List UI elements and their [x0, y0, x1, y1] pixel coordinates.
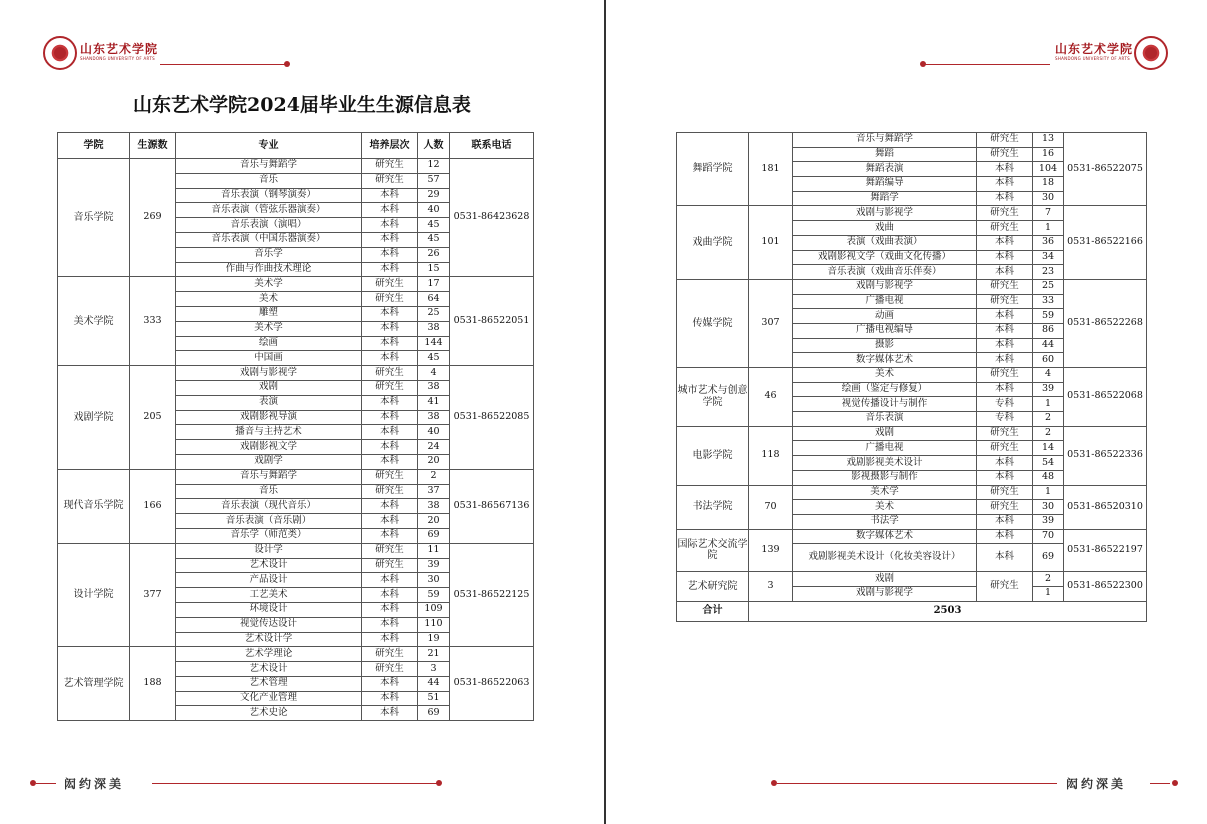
count-cell: 39: [418, 558, 450, 573]
major-cell: 戏剧影视导演: [176, 410, 362, 425]
level-cell: 本科: [362, 232, 418, 247]
level-cell: 本科: [362, 351, 418, 366]
footer-rule-short: [36, 783, 56, 784]
college-cell: 城市艺术与创意学院: [677, 368, 749, 427]
brand-name-en: SHANDONG UNIVERSITY OF ARTS: [1055, 56, 1130, 61]
level-cell: 本科: [362, 203, 418, 218]
phone-cell: 0531-86522336: [1064, 426, 1147, 485]
count-cell: 44: [418, 676, 450, 691]
phone-cell: 0531-86522125: [450, 543, 534, 647]
table-row: [677, 206, 1147, 221]
major-cell: 戏剧影视文学（戏曲文化传播）: [793, 250, 977, 265]
count-cell: 144: [418, 336, 450, 351]
count-cell: 59: [418, 588, 450, 603]
phone-cell: 0531-86522166: [1064, 206, 1147, 279]
level-cell: 研究生: [977, 206, 1033, 221]
university-seal-icon: [43, 36, 77, 70]
major-cell: 舞蹈学: [793, 191, 977, 206]
header-count: 人数: [418, 133, 450, 159]
count-cell: 21: [418, 647, 450, 662]
footer-motto: 闳约深美: [64, 777, 125, 791]
count-cell: 26: [418, 247, 450, 262]
major-cell: 广播电视: [793, 294, 977, 309]
level-cell: 本科: [977, 235, 1033, 250]
count-cell: 14: [1033, 441, 1064, 456]
count-cell: 15: [418, 262, 450, 277]
major-cell: 雕塑: [176, 306, 362, 321]
major-cell: 产品设计: [176, 573, 362, 588]
table-row: [677, 279, 1147, 294]
level-cell: 本科: [362, 425, 418, 440]
level-cell: 研究生: [362, 277, 418, 292]
count-cell: 70: [1033, 529, 1064, 544]
total-cell: 70: [749, 485, 793, 529]
major-cell: 美术: [176, 292, 362, 307]
major-cell: 设计学: [176, 543, 362, 558]
phone-cell: 0531-86522300: [1064, 572, 1147, 601]
count-cell: 40: [418, 203, 450, 218]
count-cell: 7: [1033, 206, 1064, 221]
major-cell: 音乐表演（现代音乐）: [176, 499, 362, 514]
count-cell: 2: [418, 469, 450, 484]
phone-cell: 0531-86423628: [450, 159, 534, 277]
count-cell: 45: [418, 232, 450, 247]
level-cell: 研究生: [362, 469, 418, 484]
count-cell: 60: [1033, 353, 1064, 368]
level-cell: 研究生: [362, 543, 418, 558]
count-cell: 38: [418, 321, 450, 336]
college-cell: 艺术管理学院: [58, 647, 130, 721]
footer-dot-end-icon: [436, 780, 442, 786]
table-row: [58, 159, 534, 174]
count-cell: 69: [418, 706, 450, 721]
level-cell: 本科: [362, 602, 418, 617]
total-value: 2503: [749, 601, 1147, 621]
count-cell: 20: [418, 514, 450, 529]
count-cell: 30: [1033, 191, 1064, 206]
college-cell: 国际艺术交流学院: [677, 529, 749, 572]
level-cell: 本科: [977, 382, 1033, 397]
level-cell: 本科: [362, 632, 418, 647]
major-cell: 戏剧学: [176, 454, 362, 469]
graduate-table-left: [57, 132, 534, 721]
level-cell: 研究生: [362, 366, 418, 381]
header-phone: 联系电话: [450, 133, 534, 159]
count-cell: 51: [418, 691, 450, 706]
major-cell: 艺术设计: [176, 558, 362, 573]
college-cell: 电影学院: [677, 426, 749, 485]
level-cell: 本科: [362, 321, 418, 336]
count-cell: 69: [418, 528, 450, 543]
major-cell: 舞蹈编导: [793, 177, 977, 192]
total-cell: 377: [130, 543, 176, 647]
major-cell: 戏剧与影视学: [793, 586, 977, 601]
table-header-row: [58, 133, 534, 159]
level-cell: 本科: [362, 306, 418, 321]
header-rule: [924, 64, 1050, 65]
total-row: [677, 601, 1147, 621]
table-row: [677, 572, 1147, 587]
major-cell: 音乐学（师范类）: [176, 528, 362, 543]
college-cell: 美术学院: [58, 277, 130, 366]
count-cell: 54: [1033, 456, 1064, 471]
graduate-table-right: [676, 132, 1147, 622]
count-cell: 110: [418, 617, 450, 632]
major-cell: 戏剧: [176, 380, 362, 395]
major-cell: 音乐表演（中国乐器演奏）: [176, 232, 362, 247]
count-cell: 86: [1033, 323, 1064, 338]
major-cell: 音乐: [176, 484, 362, 499]
total-cell: 139: [749, 529, 793, 572]
brand-name-en: SHANDONG UNIVERSITY OF ARTS: [80, 56, 155, 61]
count-cell: 25: [418, 306, 450, 321]
major-cell: 音乐学: [176, 247, 362, 262]
level-cell: 研究生: [977, 572, 1033, 601]
level-cell: 研究生: [362, 292, 418, 307]
phone-cell: 0531-86522075: [1064, 133, 1147, 206]
major-cell: 中国画: [176, 351, 362, 366]
college-cell: 戏曲学院: [677, 206, 749, 279]
major-cell: 文化产业管理: [176, 691, 362, 706]
count-cell: 69: [1033, 544, 1064, 572]
table-row: [58, 277, 534, 292]
level-cell: 本科: [977, 323, 1033, 338]
college-cell: 现代音乐学院: [58, 469, 130, 543]
count-cell: 2: [1033, 572, 1064, 587]
major-cell: 美术学: [176, 277, 362, 292]
total-cell: 3: [749, 572, 793, 601]
major-cell: 戏剧与影视学: [793, 206, 977, 221]
footer-rule-short: [1150, 783, 1170, 784]
count-cell: 2: [1033, 426, 1064, 441]
major-cell: 音乐表演（钢琴演奏）: [176, 188, 362, 203]
major-cell: 音乐: [176, 173, 362, 188]
level-cell: 研究生: [977, 147, 1033, 162]
level-cell: 研究生: [977, 426, 1033, 441]
total-cell: 333: [130, 277, 176, 366]
brand-name: 山东艺术学院: [1055, 42, 1134, 56]
count-cell: 39: [1033, 382, 1064, 397]
total-cell: 307: [749, 279, 793, 367]
major-cell: 摄影: [793, 338, 977, 353]
level-cell: 本科: [362, 617, 418, 632]
count-cell: 20: [418, 454, 450, 469]
major-cell: 视觉传播设计与制作: [793, 397, 977, 412]
header-total: 生源数: [130, 133, 176, 159]
level-cell: 本科: [977, 338, 1033, 353]
count-cell: 38: [418, 410, 450, 425]
level-cell: 研究生: [977, 221, 1033, 236]
level-cell: 本科: [362, 573, 418, 588]
table-row: [58, 647, 534, 662]
count-cell: 3: [418, 662, 450, 677]
level-cell: 研究生: [362, 647, 418, 662]
major-cell: 戏剧影视美术设计: [793, 456, 977, 471]
count-cell: 45: [418, 218, 450, 233]
count-cell: 25: [1033, 279, 1064, 294]
level-cell: 本科: [977, 529, 1033, 544]
level-cell: 本科: [977, 265, 1033, 280]
footer-rule: [152, 783, 438, 784]
count-cell: 48: [1033, 470, 1064, 485]
level-cell: 研究生: [362, 484, 418, 499]
count-cell: 1: [1033, 397, 1064, 412]
right-page: [606, 0, 1207, 824]
count-cell: 39: [1033, 514, 1064, 529]
count-cell: 19: [418, 632, 450, 647]
level-cell: 本科: [977, 309, 1033, 324]
count-cell: 104: [1033, 162, 1064, 177]
count-cell: 34: [1033, 250, 1064, 265]
major-cell: 艺术设计: [176, 662, 362, 677]
level-cell: 本科: [362, 676, 418, 691]
phone-cell: 0531-86522197: [1064, 529, 1147, 572]
level-cell: 本科: [362, 706, 418, 721]
major-cell: 广播电视: [793, 441, 977, 456]
level-cell: 本科: [362, 262, 418, 277]
phone-cell: 0531-86522063: [450, 647, 534, 721]
major-cell: 艺术管理: [176, 676, 362, 691]
major-cell: 舞蹈: [793, 147, 977, 162]
count-cell: 23: [1033, 265, 1064, 280]
level-cell: 研究生: [977, 279, 1033, 294]
level-cell: 研究生: [362, 173, 418, 188]
major-cell: 播音与主持艺术: [176, 425, 362, 440]
total-label: 合计: [677, 601, 749, 621]
count-cell: 17: [418, 277, 450, 292]
major-cell: 舞蹈表演: [793, 162, 977, 177]
level-cell: 本科: [977, 250, 1033, 265]
header-college: 学院: [58, 133, 130, 159]
level-cell: 本科: [977, 544, 1033, 572]
footer-motto: 闳约深美: [1066, 777, 1127, 791]
count-cell: 24: [418, 440, 450, 455]
level-cell: 研究生: [977, 485, 1033, 500]
major-cell: 动画: [793, 309, 977, 324]
level-cell: 研究生: [977, 133, 1033, 148]
count-cell: 1: [1033, 221, 1064, 236]
total-cell: 269: [130, 159, 176, 277]
level-cell: 研究生: [977, 368, 1033, 383]
level-cell: 本科: [977, 456, 1033, 471]
level-cell: 本科: [977, 470, 1033, 485]
total-cell: 181: [749, 133, 793, 206]
major-cell: 表演: [176, 395, 362, 410]
count-cell: 1: [1033, 586, 1064, 601]
count-cell: 4: [1033, 368, 1064, 383]
header-major: 专业: [176, 133, 362, 159]
level-cell: 研究生: [362, 662, 418, 677]
total-cell: 118: [749, 426, 793, 485]
major-cell: 戏曲: [793, 221, 977, 236]
count-cell: 59: [1033, 309, 1064, 324]
count-cell: 38: [418, 380, 450, 395]
major-cell: 音乐表演（音乐剧）: [176, 514, 362, 529]
major-cell: 美术学: [793, 485, 977, 500]
count-cell: 11: [418, 543, 450, 558]
college-cell: 艺术研究院: [677, 572, 749, 601]
level-cell: 本科: [362, 247, 418, 262]
count-cell: 38: [418, 499, 450, 514]
level-cell: 研究生: [362, 380, 418, 395]
level-cell: 本科: [362, 514, 418, 529]
footer-rule: [777, 783, 1057, 784]
count-cell: 57: [418, 173, 450, 188]
major-cell: 音乐与舞蹈学: [176, 159, 362, 174]
count-cell: 13: [1033, 133, 1064, 148]
table-row: [677, 529, 1147, 544]
major-cell: 绘画（鉴定与修复）: [793, 382, 977, 397]
header-level: 培养层次: [362, 133, 418, 159]
college-cell: 书法学院: [677, 485, 749, 529]
major-cell: 数字媒体艺术: [793, 529, 977, 544]
total-cell: 205: [130, 366, 176, 470]
major-cell: 戏剧: [793, 426, 977, 441]
level-cell: 研究生: [977, 441, 1033, 456]
major-cell: 戏剧影视美术设计（化妆美容设计）: [793, 544, 977, 572]
level-cell: 本科: [362, 499, 418, 514]
level-cell: 本科: [362, 528, 418, 543]
major-cell: 戏剧影视文学: [176, 440, 362, 455]
level-cell: 本科: [362, 691, 418, 706]
major-cell: 数字媒体艺术: [793, 353, 977, 368]
major-cell: 广播电视编导: [793, 323, 977, 338]
level-cell: 本科: [362, 410, 418, 425]
major-cell: 音乐表演: [793, 412, 977, 427]
level-cell: 专科: [977, 397, 1033, 412]
major-cell: 绘画: [176, 336, 362, 351]
level-cell: 研究生: [977, 294, 1033, 309]
table-row: [58, 366, 534, 381]
college-cell: 传媒学院: [677, 279, 749, 367]
level-cell: 本科: [362, 218, 418, 233]
count-cell: 41: [418, 395, 450, 410]
major-cell: 影视摄影与制作: [793, 470, 977, 485]
phone-cell: 0531-86567136: [450, 469, 534, 543]
phone-cell: 0531-86522068: [1064, 368, 1147, 427]
table-row: [677, 485, 1147, 500]
major-cell: 音乐表演（管弦乐器演奏）: [176, 203, 362, 218]
total-cell: 166: [130, 469, 176, 543]
major-cell: 音乐表演（演唱）: [176, 218, 362, 233]
table-row: [58, 543, 534, 558]
major-cell: 艺术设计学: [176, 632, 362, 647]
header-dot-icon: [284, 61, 290, 67]
major-cell: 表演（戏曲表演）: [793, 235, 977, 250]
brand-name: 山东艺术学院: [80, 42, 159, 56]
count-cell: 2: [1033, 412, 1064, 427]
level-cell: 研究生: [977, 500, 1033, 515]
major-cell: 戏剧与影视学: [176, 366, 362, 381]
count-cell: 4: [418, 366, 450, 381]
major-cell: 美术: [793, 500, 977, 515]
count-cell: 109: [418, 602, 450, 617]
footer-dot-end-icon: [1172, 780, 1178, 786]
phone-cell: 0531-86522268: [1064, 279, 1147, 367]
college-cell: 音乐学院: [58, 159, 130, 277]
major-cell: 戏剧: [793, 572, 977, 587]
count-cell: 30: [1033, 500, 1064, 515]
major-cell: 音乐表演（戏曲音乐伴奏）: [793, 265, 977, 280]
major-cell: 作曲与作曲技术理论: [176, 262, 362, 277]
table-row: [677, 368, 1147, 383]
table-row: [677, 133, 1147, 148]
count-cell: 12: [418, 159, 450, 174]
level-cell: 本科: [362, 336, 418, 351]
document-title: 山东艺术学院2024届毕业生生源信息表: [133, 94, 471, 116]
major-cell: 环境设计: [176, 602, 362, 617]
college-cell: 设计学院: [58, 543, 130, 647]
level-cell: 专科: [977, 412, 1033, 427]
major-cell: 工艺美术: [176, 588, 362, 603]
header-rule: [160, 64, 286, 65]
major-cell: 音乐与舞蹈学: [176, 469, 362, 484]
level-cell: 本科: [977, 353, 1033, 368]
major-cell: 艺术史论: [176, 706, 362, 721]
level-cell: 本科: [362, 440, 418, 455]
count-cell: 45: [418, 351, 450, 366]
count-cell: 1: [1033, 485, 1064, 500]
total-cell: 46: [749, 368, 793, 427]
total-cell: 188: [130, 647, 176, 721]
phone-cell: 0531-86522085: [450, 366, 534, 470]
count-cell: 40: [418, 425, 450, 440]
major-cell: 戏剧与影视学: [793, 279, 977, 294]
level-cell: 本科: [977, 514, 1033, 529]
college-cell: 舞蹈学院: [677, 133, 749, 206]
count-cell: 33: [1033, 294, 1064, 309]
level-cell: 本科: [362, 454, 418, 469]
level-cell: 本科: [362, 588, 418, 603]
university-seal-icon: [1134, 36, 1168, 70]
count-cell: 44: [1033, 338, 1064, 353]
table-row: [677, 426, 1147, 441]
major-cell: 美术: [793, 368, 977, 383]
major-cell: 书法学: [793, 514, 977, 529]
total-cell: 101: [749, 206, 793, 279]
major-cell: 美术学: [176, 321, 362, 336]
major-cell: 音乐与舞蹈学: [793, 133, 977, 148]
level-cell: 本科: [362, 395, 418, 410]
phone-cell: 0531-86522051: [450, 277, 534, 366]
major-cell: 艺术学理论: [176, 647, 362, 662]
count-cell: 64: [418, 292, 450, 307]
count-cell: 37: [418, 484, 450, 499]
major-cell: 视觉传达设计: [176, 617, 362, 632]
count-cell: 36: [1033, 235, 1064, 250]
count-cell: 29: [418, 188, 450, 203]
count-cell: 30: [418, 573, 450, 588]
level-cell: 本科: [362, 188, 418, 203]
count-cell: 18: [1033, 177, 1064, 192]
table-row: [58, 469, 534, 484]
level-cell: 本科: [977, 177, 1033, 192]
college-cell: 戏剧学院: [58, 366, 130, 470]
count-cell: 16: [1033, 147, 1064, 162]
level-cell: 研究生: [362, 159, 418, 174]
level-cell: 本科: [977, 191, 1033, 206]
phone-cell: 0531-86520310: [1064, 485, 1147, 529]
level-cell: 研究生: [362, 558, 418, 573]
level-cell: 本科: [977, 162, 1033, 177]
